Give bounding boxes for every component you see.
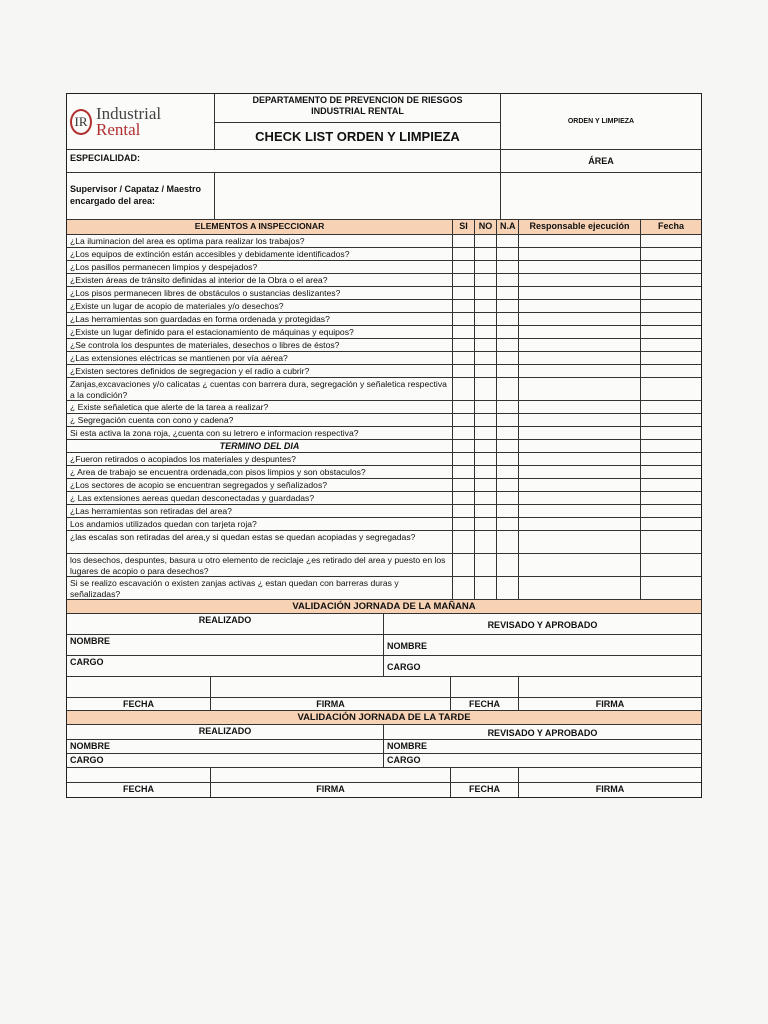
item-question: ¿Existe un lugar de acopio de materiales y/o desechos?: [67, 300, 453, 312]
check-no[interactable]: [475, 577, 497, 599]
item-question: ¿ Area de trabajo se encuentra ordenada,con pisos limpios y son obstaculos?: [67, 466, 453, 478]
fecha-input[interactable]: [641, 531, 701, 553]
check-no[interactable]: [475, 401, 497, 413]
item-question: ¿ Las extensiones aereas quedan desconectadas y guardadas?: [67, 492, 453, 504]
check-si[interactable]: [453, 339, 475, 351]
check-si[interactable]: [453, 427, 475, 439]
check-no[interactable]: [475, 352, 497, 364]
check-na[interactable]: [497, 287, 519, 299]
responsable-input[interactable]: [519, 248, 641, 260]
responsable-input[interactable]: [519, 505, 641, 517]
check-na[interactable]: [497, 414, 519, 426]
header-right-label: ORDEN Y LIMPIEZA: [567, 118, 635, 125]
check-na[interactable]: [497, 313, 519, 325]
supervisor-label: Supervisor / Capataz / Maestro encargado del area:: [67, 173, 215, 219]
fecha-input[interactable]: [641, 427, 701, 439]
check-na[interactable]: [497, 554, 519, 576]
morning-fecha-label-right: FECHA: [451, 698, 519, 710]
check-na[interactable]: [497, 365, 519, 377]
check-si[interactable]: [453, 352, 475, 364]
item-question: Si se realizo escavación o existen zanjas activas ¿ estan quedan con barreras duras y señalizadas?: [67, 577, 453, 599]
item-question: ¿Existen áreas de tránsito definidas al interior de la Obra o el area?: [67, 274, 453, 286]
item-question: ¿Se controla los despuntes de materiales, desechos o libres de éstos?: [67, 339, 453, 351]
responsable-input[interactable]: [519, 326, 641, 338]
check-no[interactable]: [475, 492, 497, 504]
responsable-input[interactable]: [519, 414, 641, 426]
validation-morning-title: VALIDACIÓN JORNADA DE LA MAÑANA: [67, 600, 701, 614]
item-question: ¿Fueron retirados o acopiados los materiales y despuntes?: [67, 453, 453, 465]
morning-firma-label-right: FIRMA: [595, 699, 625, 709]
fecha-input[interactable]: [641, 326, 701, 338]
fecha-input[interactable]: [641, 274, 701, 286]
fecha-input[interactable]: [641, 365, 701, 377]
table-row: [67, 518, 701, 531]
check-no[interactable]: [475, 313, 497, 325]
logo-mark: IR: [70, 109, 92, 135]
fecha-input[interactable]: [641, 492, 701, 504]
check-na[interactable]: [497, 453, 519, 465]
morning-cargo-field-right[interactable]: CARGO: [387, 662, 421, 672]
check-na[interactable]: [497, 248, 519, 260]
responsable-input[interactable]: [519, 365, 641, 377]
fecha-input[interactable]: [641, 313, 701, 325]
item-question: ¿Las herramientas son guardadas en forma ordenada y protegidas?: [67, 313, 453, 325]
morning-fecha-label: FECHA: [67, 698, 211, 710]
header-fecha: Fecha: [657, 221, 684, 231]
check-no[interactable]: [475, 414, 497, 426]
check-na[interactable]: [497, 378, 519, 400]
header-row: [67, 94, 701, 150]
check-no[interactable]: [475, 479, 497, 491]
morning-firma-label: FIRMA: [211, 698, 451, 710]
fecha-input[interactable]: [641, 577, 701, 599]
fecha-input[interactable]: [641, 505, 701, 517]
fecha-input[interactable]: [641, 352, 701, 364]
responsable-input[interactable]: [519, 492, 641, 504]
morning-nombre-field[interactable]: NOMBRE: [67, 635, 384, 655]
check-si[interactable]: [453, 235, 475, 247]
table-row: [67, 365, 701, 378]
item-question: ¿Los equipos de extinción están accesibles y debidamente identificados?: [67, 248, 453, 260]
header-no: NO: [475, 220, 497, 234]
morning-revisado-label: REVISADO Y APROBADO: [487, 620, 598, 630]
check-si[interactable]: [453, 326, 475, 338]
check-no[interactable]: [475, 453, 497, 465]
check-si[interactable]: [453, 274, 475, 286]
check-no[interactable]: [475, 365, 497, 377]
check-no[interactable]: [475, 261, 497, 273]
check-na[interactable]: [497, 274, 519, 286]
check-no[interactable]: [475, 378, 497, 400]
check-si[interactable]: [453, 414, 475, 426]
section-termino-dia: TERMINO DEL DIA: [67, 440, 453, 452]
header-responsable: Responsable ejecución: [519, 220, 641, 234]
responsable-input[interactable]: [519, 352, 641, 364]
responsable-input[interactable]: [519, 531, 641, 553]
responsable-input[interactable]: [519, 274, 641, 286]
afternoon-fecha-label: FECHA: [67, 783, 211, 797]
check-no[interactable]: [475, 554, 497, 576]
check-no[interactable]: [475, 326, 497, 338]
check-na[interactable]: [497, 401, 519, 413]
afternoon-nombre-field-right[interactable]: NOMBRE: [387, 741, 427, 751]
table-row: [67, 414, 701, 427]
header-elements: ELEMENTOS A INSPECCIONAR: [67, 220, 453, 234]
check-no[interactable]: [475, 235, 497, 247]
fecha-input[interactable]: [641, 479, 701, 491]
check-si[interactable]: [453, 577, 475, 599]
item-question: ¿La iluminacion del area es optima para realizar los trabajos?: [67, 235, 453, 247]
logo-text-bottom: Rental: [96, 119, 141, 139]
check-si[interactable]: [453, 248, 475, 260]
check-no[interactable]: [475, 427, 497, 439]
responsable-input[interactable]: [519, 401, 641, 413]
responsable-input[interactable]: [519, 518, 641, 530]
check-na[interactable]: [497, 531, 519, 553]
fecha-input[interactable]: [641, 518, 701, 530]
check-si[interactable]: [453, 479, 475, 491]
check-na[interactable]: [497, 326, 519, 338]
table-row: [67, 300, 701, 313]
table-row: [67, 287, 701, 300]
check-na[interactable]: [497, 505, 519, 517]
afternoon-cargo-field[interactable]: CARGO: [67, 754, 384, 767]
table-header: [67, 220, 701, 235]
check-si[interactable]: [453, 401, 475, 413]
check-si[interactable]: [453, 518, 475, 530]
check-na[interactable]: [497, 577, 519, 599]
morning-cargo-field[interactable]: CARGO: [67, 656, 384, 676]
item-question: ¿Las extensiones eléctricas se mantienen por vía aérea?: [67, 352, 453, 364]
afternoon-revisado-label: REVISADO Y APROBADO: [487, 728, 598, 738]
check-na[interactable]: [497, 466, 519, 478]
check-si[interactable]: [453, 554, 475, 576]
responsable-input[interactable]: [519, 378, 641, 400]
table-row: [67, 248, 701, 261]
table-row: [67, 378, 701, 401]
check-si[interactable]: [453, 300, 475, 312]
responsable-input[interactable]: [519, 577, 641, 599]
supervisor-input[interactable]: [215, 173, 501, 219]
check-no[interactable]: [475, 274, 497, 286]
table-row: [67, 466, 701, 479]
table-row: [67, 554, 701, 577]
page-title: CHECK LIST ORDEN Y LIMPIEZA: [255, 129, 460, 144]
table-row: [67, 505, 701, 518]
responsable-input[interactable]: [519, 313, 641, 325]
check-si[interactable]: [453, 505, 475, 517]
table-row: [67, 492, 701, 505]
item-question: Si esta activa la zona roja, ¿cuenta con su letrero e informacion respectiva?: [67, 427, 453, 439]
validation-afternoon-title: VALIDACIÓN JORNADA DE LA TARDE: [67, 711, 701, 725]
morning-realizado-label: REALIZADO: [67, 614, 384, 634]
item-question: Los andamios utilizados quedan con tarjeta roja?: [67, 518, 453, 530]
responsable-input[interactable]: [519, 453, 641, 465]
table-row: [67, 401, 701, 414]
responsable-input[interactable]: [519, 466, 641, 478]
check-no[interactable]: [475, 287, 497, 299]
check-no[interactable]: [475, 339, 497, 351]
table-row: [67, 274, 701, 287]
check-no[interactable]: [475, 466, 497, 478]
check-si[interactable]: [453, 466, 475, 478]
item-question: ¿Las herramientas son retiradas del area?: [67, 505, 453, 517]
fecha-input[interactable]: [641, 466, 701, 478]
check-na[interactable]: [497, 235, 519, 247]
table-row: [67, 339, 701, 352]
table-row: [67, 313, 701, 326]
check-no[interactable]: [475, 531, 497, 553]
table-row: [67, 479, 701, 492]
fecha-input[interactable]: [641, 378, 701, 400]
header-si: SI: [453, 220, 475, 234]
responsable-input[interactable]: [519, 554, 641, 576]
department-name: DEPARTAMENTO DE PREVENCION DE RIESGOS INDUSTRIAL RENTAL: [215, 94, 500, 123]
area-field[interactable]: ÁREA: [588, 156, 614, 166]
responsable-input[interactable]: [519, 261, 641, 273]
responsable-input[interactable]: [519, 479, 641, 491]
item-question: ¿Los pasillos permanecen limpios y despejados?: [67, 261, 453, 273]
table-row: [67, 352, 701, 365]
item-question: ¿Los sectores de acopio se encuentran segregados y señalizados?: [67, 479, 453, 491]
checklist-form: [66, 93, 702, 798]
responsable-input[interactable]: [519, 300, 641, 312]
table-row: [67, 261, 701, 274]
table-row: [67, 453, 701, 466]
table-row: [67, 235, 701, 248]
check-na[interactable]: [497, 352, 519, 364]
check-na[interactable]: [497, 300, 519, 312]
afternoon-cargo-field-right[interactable]: CARGO: [387, 755, 421, 765]
item-question: Zanjas,excavaciones y/o calicatas ¿ cuentas con barrera dura, segregación y señaletica respectiva a la condición?: [67, 378, 453, 400]
fecha-input[interactable]: [641, 248, 701, 260]
fecha-input[interactable]: [641, 287, 701, 299]
table-row: [67, 427, 701, 440]
item-question: ¿Existe un lugar definido para el estacionamiento de máquinas y equipos?: [67, 326, 453, 338]
check-na[interactable]: [497, 518, 519, 530]
responsable-input[interactable]: [519, 427, 641, 439]
end-of-day-items: [67, 453, 701, 600]
fecha-input[interactable]: [641, 235, 701, 247]
fecha-input[interactable]: [641, 414, 701, 426]
check-si[interactable]: [453, 261, 475, 273]
morning-nombre-field-right[interactable]: NOMBRE: [387, 641, 427, 651]
check-na[interactable]: [497, 339, 519, 351]
item-question: ¿las escalas son retiradas del area,y si quedan estas se quedan acopiadas y segregadas?: [67, 531, 453, 553]
inspection-items: [67, 235, 701, 440]
table-row: [67, 577, 701, 600]
fecha-input[interactable]: [641, 300, 701, 312]
afternoon-firma-label: FIRMA: [211, 783, 451, 797]
especialidad-field[interactable]: ESPECIALIDAD:: [67, 150, 501, 172]
check-no[interactable]: [475, 518, 497, 530]
check-na[interactable]: [497, 492, 519, 504]
check-si[interactable]: [453, 492, 475, 504]
item-question: ¿ Existe señaletica que alerte de la tarea a realizar?: [67, 401, 453, 413]
logo-text-top: Industrial: [96, 103, 162, 123]
company-logo: [67, 94, 215, 149]
responsable-input[interactable]: [519, 235, 641, 247]
check-na[interactable]: [497, 261, 519, 273]
item-question: los desechos, despuntes, basura u otro elemento de reciclaje ¿es retirado del area y puesto en los lugares de acopio o para desechos?: [67, 554, 453, 576]
afternoon-realizado-label: REALIZADO: [67, 725, 384, 739]
check-na[interactable]: [497, 427, 519, 439]
check-si[interactable]: [453, 287, 475, 299]
afternoon-firma-label-right: FIRMA: [595, 784, 625, 794]
item-question: ¿ Segregación cuenta con cono y cadena?: [67, 414, 453, 426]
responsable-input[interactable]: [519, 287, 641, 299]
check-na[interactable]: [497, 479, 519, 491]
fecha-input[interactable]: [641, 401, 701, 413]
check-si[interactable]: [453, 313, 475, 325]
fecha-input[interactable]: [641, 453, 701, 465]
table-row: [67, 326, 701, 339]
check-no[interactable]: [475, 248, 497, 260]
afternoon-fecha-label-right: FECHA: [451, 783, 519, 797]
table-row: [67, 531, 701, 554]
responsable-input[interactable]: [519, 339, 641, 351]
header-na: N.A: [497, 220, 519, 234]
item-question: ¿Existen sectores definidos de segregacion y el radio a cubrir?: [67, 365, 453, 377]
afternoon-nombre-field[interactable]: NOMBRE: [67, 740, 384, 753]
check-no[interactable]: [475, 300, 497, 312]
area-input[interactable]: [501, 173, 701, 219]
fecha-input[interactable]: [641, 554, 701, 576]
check-si[interactable]: [453, 453, 475, 465]
fecha-input[interactable]: [641, 339, 701, 351]
item-question: ¿Los pisos permanecen libres de obstáculos o sustancias deslizantes?: [67, 287, 453, 299]
check-no[interactable]: [475, 505, 497, 517]
check-si[interactable]: [453, 365, 475, 377]
check-si[interactable]: [453, 378, 475, 400]
fecha-input[interactable]: [641, 261, 701, 273]
check-si[interactable]: [453, 531, 475, 553]
